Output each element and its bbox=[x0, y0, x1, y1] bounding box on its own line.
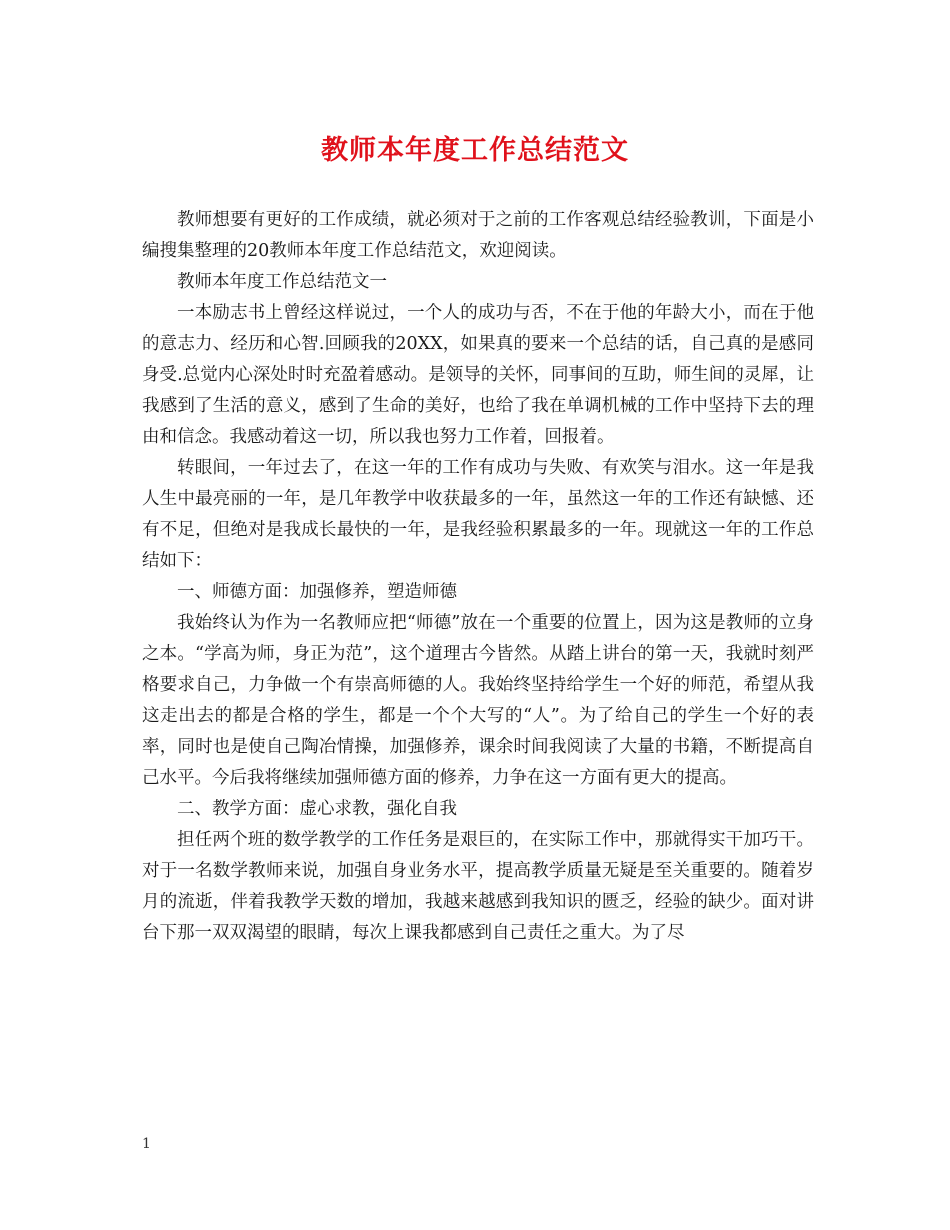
intro-paragraph: 教师想要有更好的工作成绩，就必须对于之前的工作客观总结经验教训，下面是小编搜集整理的20教师本年度工作总结范文，欢迎阅读。 bbox=[142, 210, 814, 261]
document-title: 教师本年度工作总结范文 bbox=[321, 135, 629, 166]
paragraph: 我始终认为作为一名教师应把“师德”放在一个重要的位置上，因为这是教师的立身之本。“学高为师，身正为范”，这个道理古今皆然。从踏上讲台的第一天，我就时刻严格要求自己，力争做一个有崇高师德的人。我始终坚持给学生一个好的师范，希望从我这走出去的都是合格的学生，都是一个个大写的“人”。为了给自己的学生一个好的表率，同时也是使自己陶冶情操，加强修养，课余时间我阅读了大量的书籍，不断提高自己水平。今后我将继续加强师德方面的修养，力争在这一方面有更大的提高。 bbox=[142, 613, 814, 788]
paragraph: 一本励志书上曾经这样说过，一个人的成功与否，不在于他的年龄大小，而在于他的意志力、经历和心智.回顾我的20XX，如果真的要来一个总结的话，自己真的是感同身受.总觉内心深处时时充盈着感动。是领导的关怀，同事间的互助，师生间的灵犀，让我感到了生活的意义，感到了生命的美好，也给了我在单调机械的工作中坚持下去的理由和信念。我感动着这一切，所以我也努力工作着，回报着。 bbox=[142, 303, 814, 447]
section-heading-sample-one: 教师本年度工作总结范文一 bbox=[177, 272, 387, 292]
paragraph: 转眼间，一年过去了，在这一年的工作有成功与失败、有欢笑与泪水。这一年是我人生中最亮丽的一年，是几年教学中收获最多的一年，虽然这一年的工作还有缺憾、还有不足，但绝对是我成长最快的一年，是我经验积累最多的一年。现就这一年的工作总结如下： bbox=[142, 458, 814, 571]
paragraph: 担任两个班的数学教学的工作任务是艰巨的，在实际工作中，那就得实干加巧干。对于一名数学教师来说，加强自身业务水平，提高教学质量无疑是至关重要的。随着岁月的流逝，伴着我教学天数的增加，我越来越感到我知识的匮乏，经验的缺少。面对讲台下那一双双渴望的眼睛，每次上课我都感到自己责任之重大。为了尽 bbox=[142, 830, 814, 943]
page-number: 1 bbox=[142, 1136, 151, 1152]
section-heading-ethics: 一、师德方面：加强修养，塑造师德 bbox=[177, 582, 457, 602]
section-heading-teaching: 二、教学方面：虚心求教，强化自我 bbox=[177, 799, 457, 819]
document-body bbox=[142, 205, 814, 949]
